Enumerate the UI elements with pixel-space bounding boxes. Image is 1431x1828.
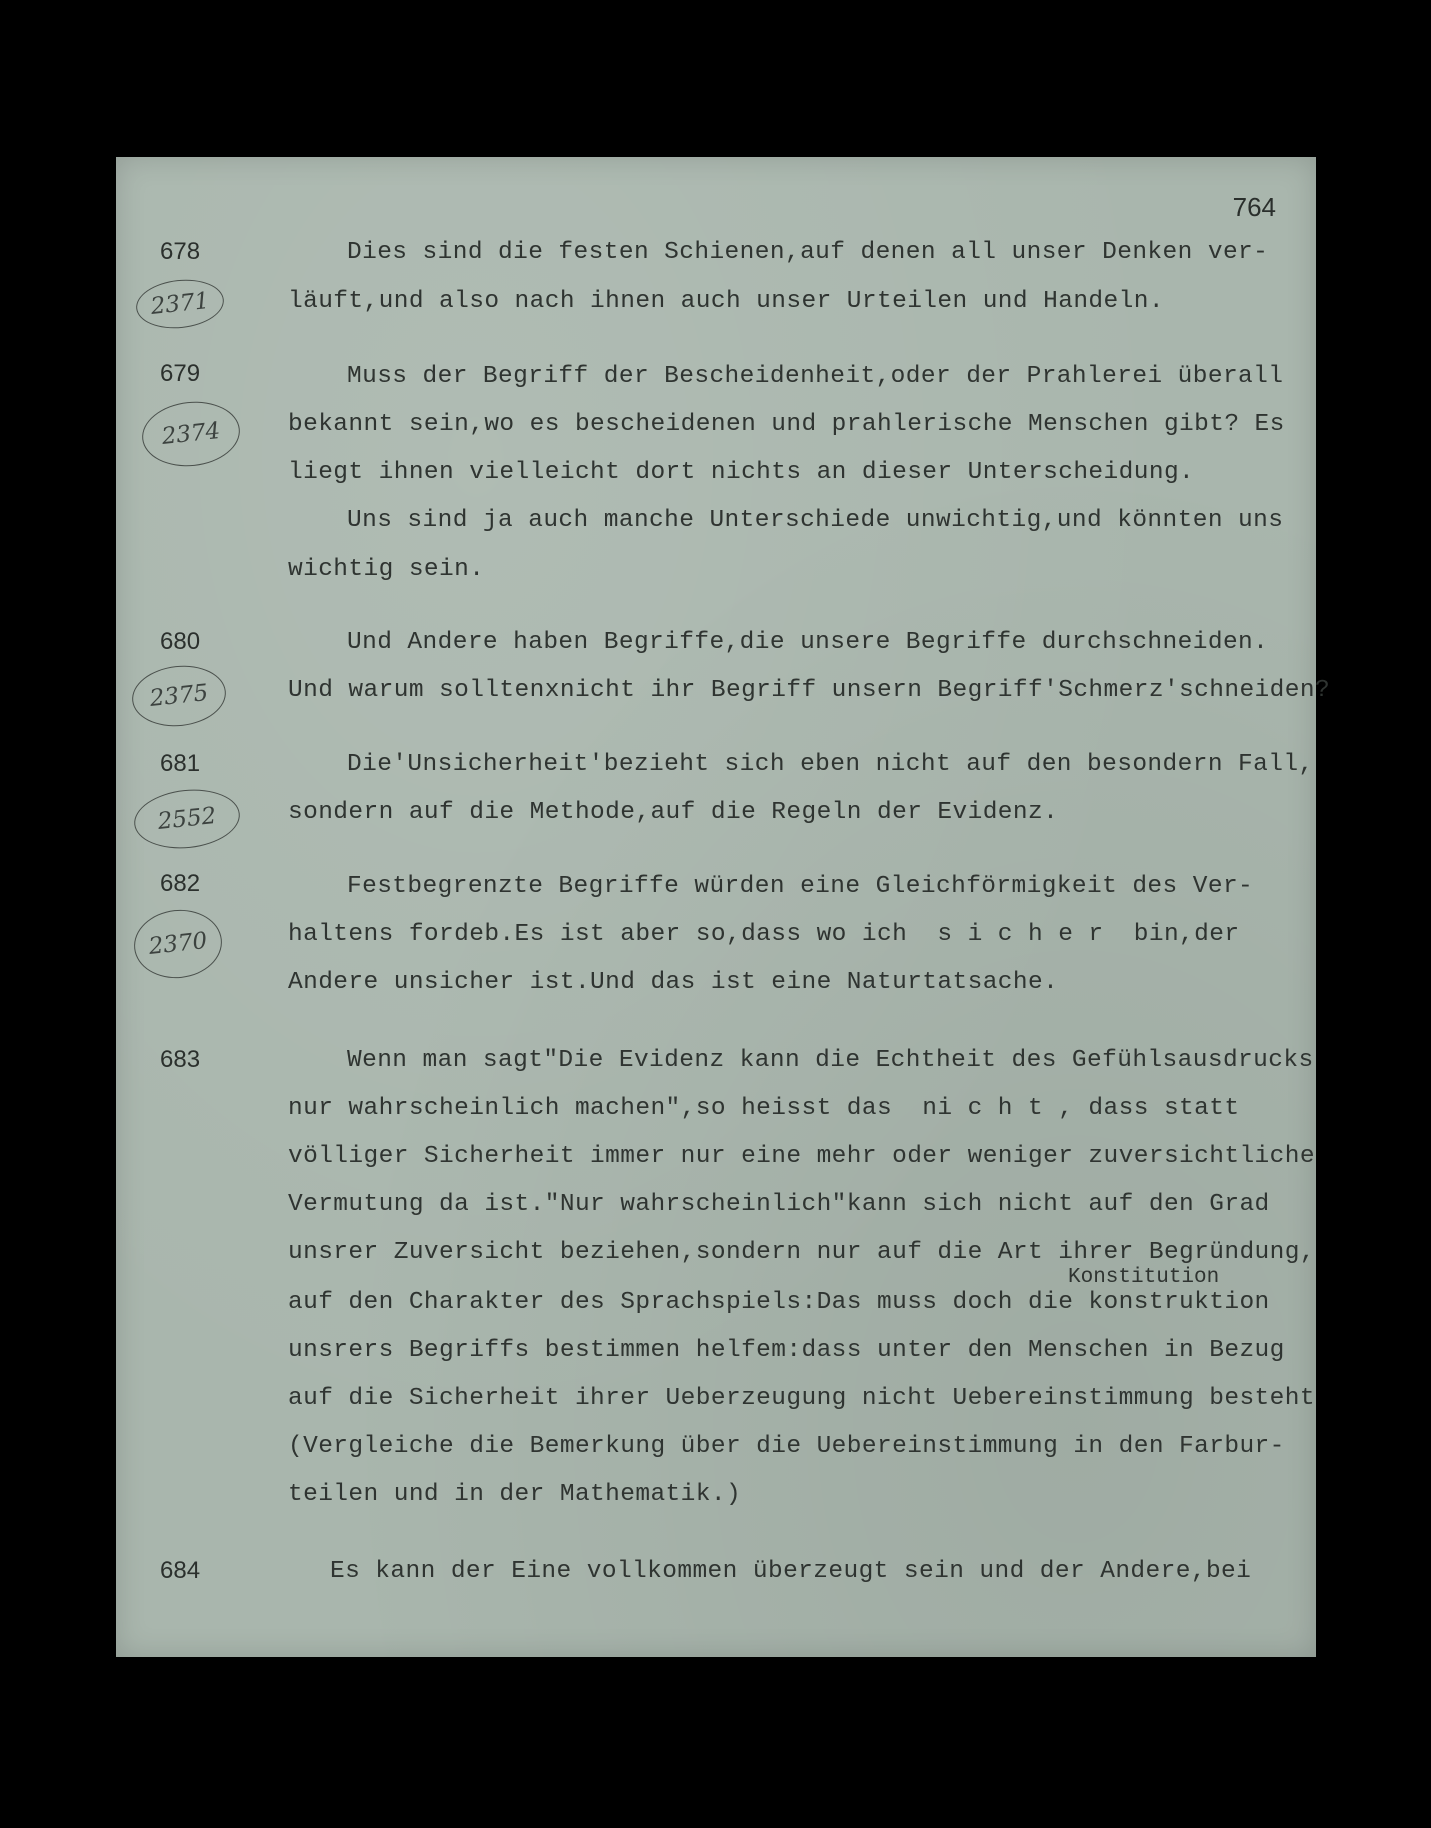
text-line: auf den Charakter des Sprachspiels:Das muss doch die konstruktion bbox=[288, 1289, 1270, 1316]
text-line: Wenn man sagt"Die Evidenz kann die Echtheit des Gefühlsausdrucks bbox=[347, 1047, 1314, 1074]
typed-insertion: Konstitution bbox=[1068, 1266, 1220, 1289]
remark-number: 678 bbox=[160, 238, 201, 265]
remark-number: 682 bbox=[160, 870, 201, 897]
handwritten-reference: 2370 bbox=[131, 906, 226, 983]
text-line: läuft,und also nach ihnen auch unser Urteilen und Handeln. bbox=[288, 288, 1164, 315]
text-line: (Vergleiche die Bemerkung über die Uebereinstimmung in den Farbur- bbox=[288, 1433, 1285, 1460]
text-line: haltens fordeb.Es ist aber so,dass wo ich s i c h e r bin,der bbox=[288, 921, 1240, 948]
handwritten-reference: 2375 bbox=[129, 661, 229, 730]
remark-number: 684 bbox=[160, 1557, 201, 1584]
handwritten-reference: 2371 bbox=[134, 276, 227, 333]
text-line: Es kann der Eine vollkommen überzeugt sein und der Andere,bei bbox=[330, 1558, 1252, 1585]
text-line: auf die Sicherheit ihrer Ueberzeugung nicht Uebereinstimmung besteht bbox=[288, 1385, 1315, 1412]
handwritten-reference: 2374 bbox=[139, 397, 243, 471]
remark-number: 681 bbox=[160, 750, 201, 777]
page-number: 764 bbox=[1232, 192, 1276, 222]
text-line: bekannt sein,wo es bescheidenen und prahlerische Menschen gibt? Es bbox=[288, 411, 1285, 438]
text-line: Uns sind ja auch manche Unterschiede unwichtig,und könnten uns bbox=[347, 507, 1284, 534]
text-line: teilen und in der Mathematik.) bbox=[288, 1481, 742, 1508]
text-line: unsrers Begriffs bestimmen helfem:dass unter den Menschen in Bezug bbox=[288, 1337, 1285, 1364]
text-line: Und warum solltenxnicht ihr Begriff unsern Begriff'Schmerz'schneiden? bbox=[288, 677, 1331, 704]
text-line: sondern auf die Methode,auf die Regeln der Evidenz. bbox=[288, 799, 1059, 826]
text-line: nur wahrscheinlich machen",so heisst das ni c h t , dass statt bbox=[288, 1095, 1240, 1122]
text-line: Muss der Begriff der Bescheidenheit,oder der Prahlerei überall bbox=[347, 363, 1284, 390]
handwritten-reference: 2552 bbox=[131, 785, 242, 854]
remark-number: 679 bbox=[160, 360, 201, 387]
remark-number: 680 bbox=[160, 628, 201, 655]
text-line: Andere unsicher ist.Und das ist eine Naturtatsache. bbox=[288, 969, 1059, 996]
text-line: Und Andere haben Begriffe,die unsere Begriffe durchschneiden. bbox=[347, 629, 1269, 656]
remark-number: 683 bbox=[160, 1046, 201, 1073]
text-line: völliger Sicherheit immer nur eine mehr oder weniger zuversichtliche bbox=[288, 1143, 1315, 1170]
text-line: Die'Unsicherheit'bezieht sich eben nicht auf den besondern Fall, bbox=[347, 751, 1314, 778]
text-line: Vermutung da ist."Nur wahrscheinlich"kann sich nicht auf den Grad bbox=[288, 1191, 1270, 1218]
text-line: Dies sind die festen Schienen,auf denen all unser Denken ver- bbox=[347, 239, 1269, 266]
text-line: unsrer Zuversicht beziehen,sondern nur auf die Art ihrer Begründung, bbox=[288, 1239, 1315, 1266]
text-line: Festbegrenzte Begriffe würden eine Gleichförmigkeit des Ver- bbox=[347, 873, 1254, 900]
text-line: liegt ihnen vielleicht dort nichts an dieser Unterscheidung. bbox=[288, 459, 1195, 486]
text-line: wichtig sein. bbox=[288, 556, 485, 583]
